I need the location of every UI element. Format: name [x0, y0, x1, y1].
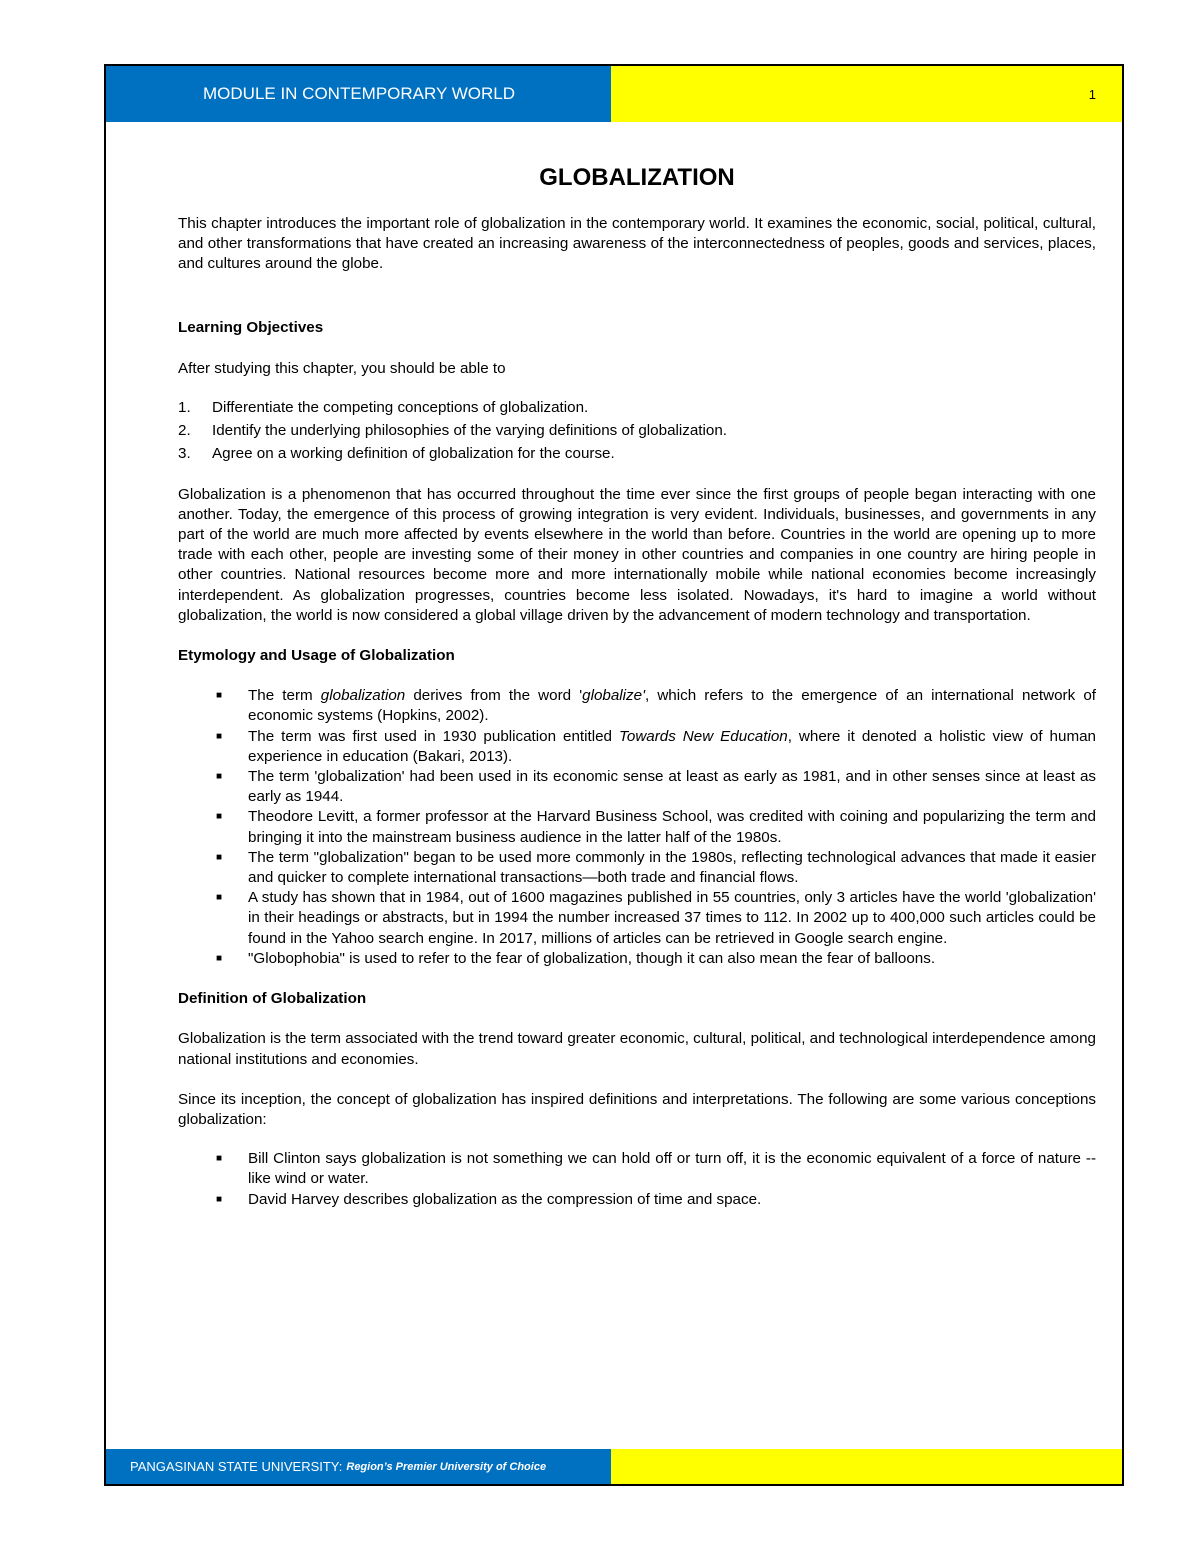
list-item — [178, 444, 1096, 464]
item-text: Bill Clinton says globalization is not something we can hold off or turn off, it is the economic equivalent of a force of nature -- like wind or water. — [248, 1150, 1096, 1188]
objectives-list — [178, 398, 1096, 465]
item-number: 3. — [178, 445, 191, 463]
list-item — [216, 848, 1096, 888]
bullet-icon: ■ — [216, 811, 223, 823]
list-item — [216, 888, 1096, 949]
conceptions-list — [178, 1149, 1096, 1210]
bullet-icon: ■ — [216, 1153, 223, 1165]
list-item — [178, 398, 1096, 418]
italic-term: globalization — [320, 687, 406, 705]
text-run: , which refers to the emergence of an international network of economic systems (Hopkins, 2002). — [248, 687, 1096, 725]
list-item — [216, 949, 1096, 969]
italic-title: Towards New Education — [618, 727, 788, 745]
list-item — [216, 727, 1096, 767]
item-text: Identify the underlying philosophies of the varying definitions of globalization. — [212, 422, 728, 440]
text-run: , where it denoted a holistic view of human experience in education (Bakari, 2013). — [248, 727, 1096, 765]
bullet-icon: ■ — [216, 1193, 223, 1205]
conceptions-paragraph: Since its inception, the concept of globalization has inspired definitions and interpretations. The following are some various conceptions globalization: — [178, 1090, 1096, 1128]
italic-term: globalize' — [582, 687, 645, 705]
etymology-list — [178, 686, 1096, 969]
list-item — [216, 686, 1096, 726]
text-run: derives from the word ' — [405, 687, 583, 705]
bullet-icon: ■ — [216, 892, 223, 904]
page-body — [178, 164, 1096, 1210]
page-header — [106, 66, 1122, 122]
list-item — [216, 767, 1096, 807]
page-footer — [106, 1449, 1122, 1484]
text-run: The term was first used in 1930 publication entitled — [248, 727, 619, 745]
page-frame — [104, 64, 1124, 1486]
definition-paragraph: Globalization is the term associated with the trend toward greater economic, cultural, political, and technological interdependence among national institutions and economies. — [178, 1030, 1096, 1068]
item-text: Differentiate the competing conceptions of globalization. — [212, 399, 589, 417]
intro-paragraph: This chapter introduces the important role of globalization in the contemporary world. It examines the economic, social, political, cultural, and other transformations that have created an increasing awareness of the interconnectedness of peoples, goods and services, places, and cultures around the globe. — [178, 215, 1096, 273]
bullet-icon: ■ — [216, 690, 223, 702]
bullet-icon: ■ — [216, 952, 223, 964]
etymology-heading: Etymology and Usage of Globalization — [178, 647, 455, 665]
item-text: "Globophobia" is used to refer to the fear of globalization, though it can also mean the fear of balloons. — [248, 949, 936, 967]
list-item — [216, 807, 1096, 847]
bullet-icon: ■ — [216, 851, 223, 863]
item-text: David Harvey describes globalization as the compression of time and space. — [248, 1190, 762, 1208]
list-item — [216, 1190, 1096, 1210]
item-text: The term "globalization" began to be used more commonly in the 1980s, reflecting technological advances that made it easier and quicker to complete international transactions—both trade and financial flows. — [248, 848, 1096, 887]
objectives-lead: After studying this chapter, you should be able to — [178, 359, 506, 377]
list-item — [216, 1149, 1096, 1189]
footer-yellow-band — [611, 1449, 1122, 1484]
university-name: PANGASINAN STATE UNIVERSITY: — [130, 1459, 343, 1474]
page-number: 1 — [611, 66, 1122, 122]
item-text: Agree on a working definition of globalization for the course. — [212, 445, 615, 463]
item-text: A study has shown that in 1984, out of 1600 magazines published in 55 countries, only 3 articles have the world 'globalization' in their headings or abstracts, but in 1994 the number increased 37 times to 112. In 2002 up to 400,000 such articles could be found in the Yahoo search engine. In 2017, millions of articles can be retrieved in Google search engine. — [248, 889, 1096, 947]
text-run: The term — [248, 687, 321, 705]
university-tagline: Region’s Premier University of Choice — [346, 1460, 547, 1473]
definition-heading: Definition of Globalization — [178, 990, 367, 1008]
bullet-icon: ■ — [216, 771, 223, 783]
learning-objectives-heading: Learning Objectives — [178, 318, 324, 336]
overview-paragraph: Globalization is a phenomenon that has occurred throughout the time ever since the first groups of people began interacting with one another. Today, the emergence of this process of growing integration is very evident. Individuals, businesses, and governments in any part of the world are much more affected by events elsewhere in the world than before. Countries in the world are opening up to more trade with each other, people are investing some of their money in other countries and companies in one country are hiring people in other countries. National resources become more and more internationally mobile while national economies become increasingly interdependent. As globalization progresses, countries become less isolated. Nowadays, it's hard to imagine a world without globalization, the world is now considered a global village driven by the advancement of modern technology and transportation. — [178, 485, 1096, 624]
list-item — [178, 421, 1096, 441]
page-title: GLOBALIZATION — [539, 164, 735, 191]
footer-university — [106, 1449, 611, 1484]
item-number: 2. — [178, 422, 191, 440]
item-text: The term 'globalization' had been used in its economic sense at least as early as 1981, and in other senses since at least as early as 1944. — [248, 768, 1096, 806]
bullet-icon: ■ — [216, 730, 223, 742]
module-title: MODULE IN CONTEMPORARY WORLD — [106, 66, 611, 122]
item-number: 1. — [178, 399, 191, 417]
item-text: Theodore Levitt, a former professor at the Harvard Business School, was credited with coining and popularizing the term and bringing it into the mainstream business audience in the latter half of the 1980s. — [248, 808, 1096, 846]
